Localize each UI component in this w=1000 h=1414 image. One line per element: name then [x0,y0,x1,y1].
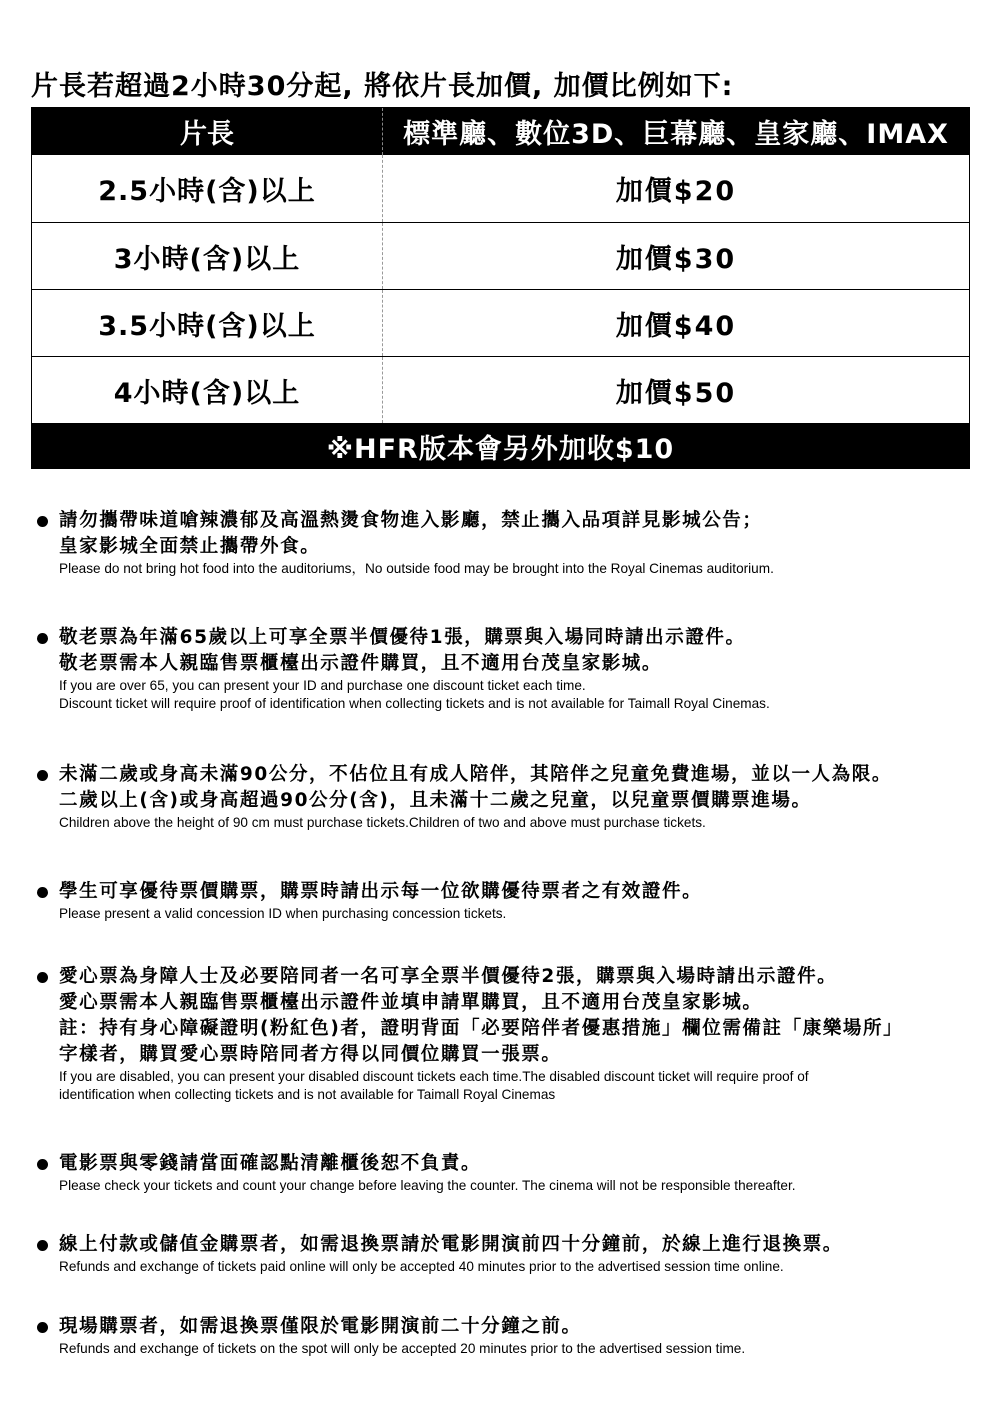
notice-en-line: Children above the height of 90 cm must purchase tickets.Children of two and above must purchase tickets. [59,815,706,830]
notice-outside-food [31,508,971,578]
notice-zh-line: 愛心票為身障人士及必要陪同者一名可享全票半價優待2張，購票與入場時請出示證件。 [59,966,838,987]
table-row [32,356,969,423]
header-duration: 片長 [32,108,383,155]
notice-en-line: Please do not bring hot food into the auditoriums，No outside food may be brought into the Royal Cinemas auditorium. [59,561,774,576]
notice-zh-line: 二歲以上(含)或身高超過90公分(含)，且未滿十二歲之兒童，以兒童票價購票進場。 [59,790,812,811]
notice-en-line: If you are disabled, you can present your disabled discount tickets each time.The disabled discount ticket will require proof of [59,1069,809,1084]
notice-zh-line: 愛心票需本人親臨售票櫃檯出示證件並填申請單購買，且不適用台茂皇家影城。 [59,992,763,1013]
row-duration: 2.5小時(含)以上 [32,155,383,222]
row-surcharge: 加價$20 [615,176,737,207]
notice-zh-line: 線上付款或儲值金購票者，如需退換票請於電影開演前四十分鐘前，於線上進行退換票。 [59,1234,843,1255]
notice-onsite-refund [31,1314,971,1358]
notice-en-line: Refunds and exchange of tickets paid online will only be accepted 40 minutes prior to the advertised session time online. [59,1259,784,1274]
row-surcharge: 加價$40 [615,310,737,342]
bullet-icon [37,516,48,527]
bullet-icon [37,770,48,781]
bullet-icon [37,1240,48,1251]
notice-en-line: identification when collecting tickets and is not available for Taimall Royal Cinemas [59,1087,556,1102]
notice-zh-line: 學生可享優待票價購票，購票時請出示每一位欲購優待票者之有效證件。 [59,881,703,902]
table-row [32,289,969,356]
notice-en-line: Discount ticket will require proof of identification when collecting tickets and is not available for Taimall Royal Cinemas. [59,696,770,711]
row-duration: 3.5小時(含)以上 [32,290,383,356]
notice-disability-ticket [31,964,971,1104]
notice-zh-line: 請勿攜帶味道嗆辣濃郁及高溫熱燙食物進入影廳，禁止攜入品項詳見影城公告； [59,510,763,531]
notice-zh-line: 未滿二歲或身高未滿90公分，不佔位且有成人陪伴，其陪伴之兒童免費進場，並以一人為限。 [59,764,892,785]
surcharge-table [31,107,970,469]
bullet-icon [37,1322,48,1333]
hfr-footer: ※HFR版本會另外加收$10 [32,423,969,469]
row-duration: 4小時(含)以上 [32,357,383,423]
notice-zh-line: 註：持有身心障礙證明(粉紅色)者，證明背面「必要陪伴者優惠措施」欄位需備註「康樂場所」 [59,1018,904,1039]
notice-children [31,762,971,832]
table-header [32,108,969,155]
bullet-icon [37,1159,48,1170]
table-row [32,222,969,289]
table-row [32,155,969,222]
notice-online-refund [31,1232,971,1276]
notice-zh-line: 電影票與零錢請當面確認點清離櫃後恕不負責。 [59,1153,482,1174]
bullet-icon [37,972,48,983]
bullet-icon [37,633,48,644]
bullet-icon [37,887,48,898]
notice-zh-line: 敬老票需本人親臨售票櫃檯出示證件購買，且不適用台茂皇家影城。 [59,653,663,674]
row-surcharge: 加價$30 [615,243,737,275]
notice-zh-line: 字樣者，購買愛心票時陪同者方得以同價位購買一張票。 [59,1044,562,1065]
notice-student [31,879,971,923]
notice-en-line: Refunds and exchange of tickets on the spot will only be accepted 20 minutes prior to the advertised session time. [59,1341,746,1356]
notice-zh-line: 現場購票者，如需退換票僅限於電影開演前二十分鐘之前。 [59,1316,582,1337]
notice-zh-line: 敬老票為年滿65歲以上可享全票半價優待1張，購票與入場同時請出示證件。 [59,627,746,648]
row-surcharge: 加價$50 [615,377,737,409]
notice-zh-line: 皇家影城全面禁止攜帶外食。 [59,536,321,557]
notice-change-check [31,1151,971,1195]
header-halls: 標準廳、數位3D、巨幕廳、皇家廳、IMAX [403,119,949,150]
notice-en-line: Please present a valid concession ID when purchasing concession tickets. [59,906,507,921]
notice-en-line: Please check your tickets and count your change before leaving the counter. The cinema will not be responsible thereafter. [59,1178,796,1193]
page-heading: 片長若超過2小時30分起, 將依片長加價, 加價比例如下: [31,71,734,102]
row-duration: 3小時(含)以上 [32,223,383,289]
notice-en-line: If you are over 65, you can present your ID and purchase one discount ticket each time. [59,678,586,693]
notice-senior-ticket [31,625,971,713]
